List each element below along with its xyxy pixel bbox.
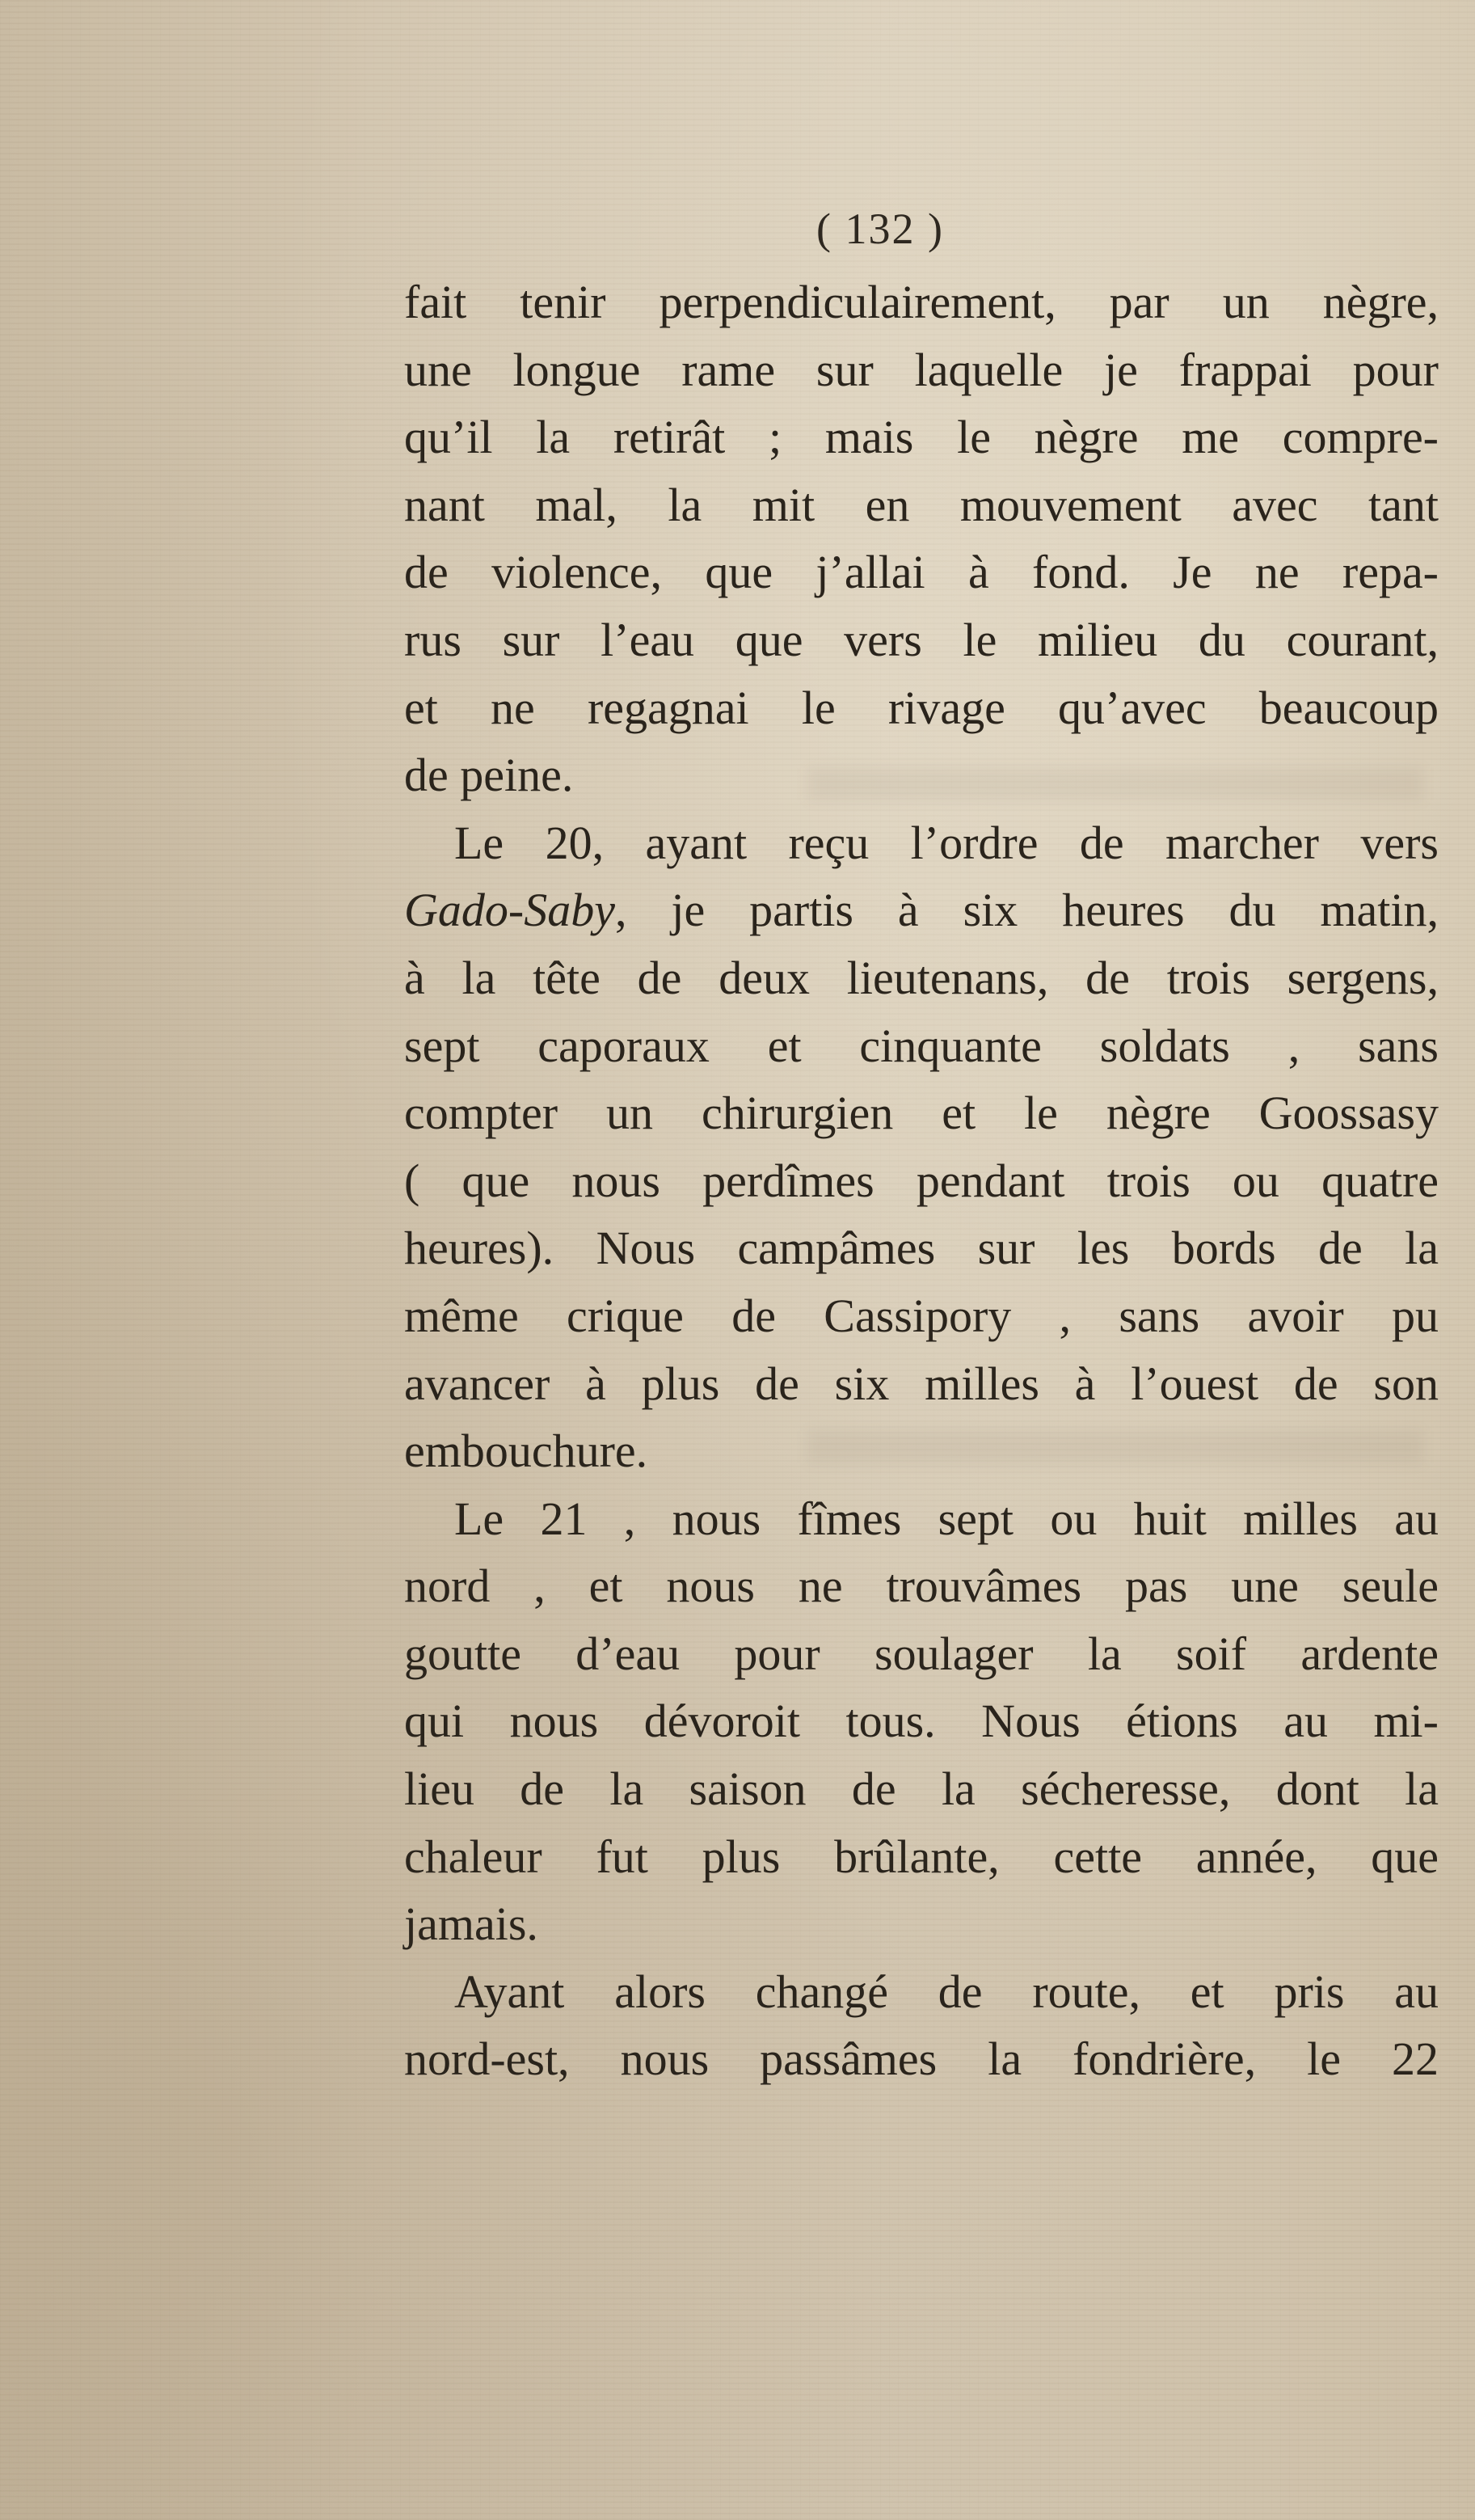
text-line: compter un chirurgien et le nègre Goossasy [404, 1087, 1439, 1140]
text-line: chaleur fut plus brûlante, cette année, que [404, 1830, 1439, 1883]
text-span: , je partis à six heures du matin, [614, 884, 1439, 937]
text-line: rus sur l’eau que vers le milieu du courant, [404, 613, 1439, 666]
paragraph-start-line: Ayant alors changé de route, et pris au [454, 1965, 1439, 2018]
text-line: ( que nous perdîmes pendant trois ou quatre [404, 1154, 1439, 1207]
text-line [404, 876, 1439, 944]
text-line: et ne regagnai le rivage qu’avec beaucoup [404, 681, 1439, 734]
paragraph-end-line: jamais. [404, 1897, 538, 1951]
paragraph-end-line: embouchure. [404, 1425, 648, 1478]
text-line: nord-est, nous passâmes la fondrière, le 22 [404, 2032, 1439, 2086]
place-name-italic: Gado-Saby [404, 884, 615, 937]
text-line: nant mal, la mit en mouvement avec tant [404, 478, 1439, 531]
text-line: sept caporaux et cinquante soldats , sans [404, 1019, 1439, 1072]
text-line: même crique de Cassipory , sans avoir pu [404, 1289, 1439, 1342]
text-line: heures). Nous campâmes sur les bords de la [404, 1222, 1439, 1275]
body-text [404, 268, 1439, 2093]
paragraph-start-line: Le 20, ayant reçu l’ordre de marcher vers [454, 816, 1439, 869]
text-line: nord , et nous ne trouvâmes pas une seule [404, 1560, 1439, 1613]
paragraph-start-line: Le 21 , nous fîmes sept ou huit milles au [454, 1492, 1439, 1545]
paragraph-end-line: de peine. [404, 749, 574, 802]
text-line: goutte d’eau pour soulager la soif ardente [404, 1627, 1439, 1680]
text-line: de violence, que j’allai à fond. Je ne repa- [404, 546, 1439, 599]
text-line: qui nous dévoroit tous. Nous étions au mi- [404, 1695, 1439, 1748]
page-number: ( 132 ) [816, 205, 944, 253]
text-line: à la tête de deux lieutenans, de trois sergens, [404, 951, 1439, 1004]
text-line: une longue rame sur laquelle je frappai pour [404, 343, 1439, 396]
text-line: lieu de la saison de la sécheresse, dont la [404, 1762, 1439, 1816]
text-line: fait tenir perpendiculairement, par un nègre, [404, 276, 1439, 328]
text-line: avancer à plus de six milles à l’ouest de son [404, 1357, 1439, 1410]
text-line: qu’il la retirât ; mais le nègre me compre- [404, 411, 1439, 464]
